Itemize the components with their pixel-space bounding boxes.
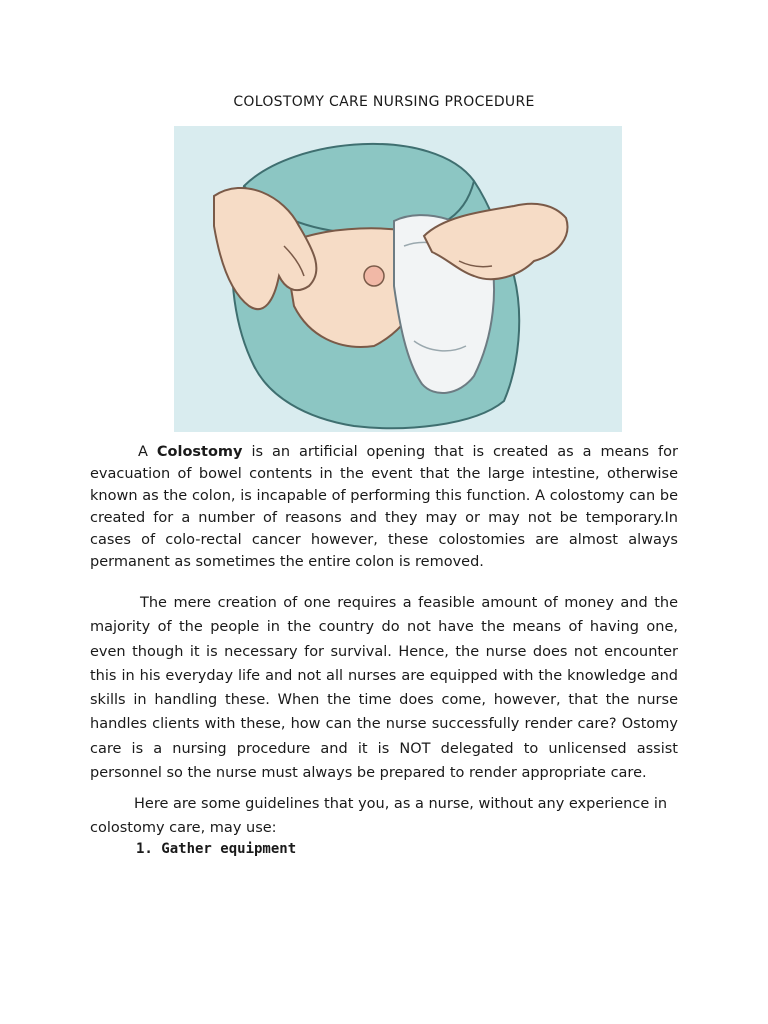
paragraph-body: is an artificial opening that is created as a means for evacuation of bowel contents in the event that the large intestine, otherwise known as the colon, is incapable of performing this function. A colostomy can be created for a number of reasons and they may or may not be temporary.In cases of colo-rectal cancer however, these colostomies are almost always permanent as sometimes the entire colon is removed. [90, 444, 678, 570]
paragraph-body: The mere creation of one requires a feasible amount of money and the majority of the people in the country do not have the means of having one, even though it is necessary for survival. Hence, the nurse does not encounter this in his everyday life and not all nurses are equipped with the knowledge and skills in handling these. When the time does come, however, that the nurse handles clients with these, how can the nurse successfully render care? Ostomy care is a nursing procedure and it is NOT delegated to unlicensed assist personnel so the nurse must always be prepared to render appropriate care. [90, 595, 678, 782]
page-title: COLOSTOMY CARE NURSING PROCEDURE [233, 94, 535, 110]
paragraph-colostomy-definition [90, 441, 678, 573]
step-1-heading: 1. Gather equipment [136, 841, 297, 857]
stoma-mark [364, 266, 384, 286]
paragraph-guidelines-intro [90, 792, 678, 840]
paragraph-body: Here are some guidelines that you, as a nurse, without any experience in colostomy care, may use: [90, 796, 668, 836]
term-colostomy: Colostomy [156, 444, 243, 460]
colostomy-illustration [174, 126, 622, 432]
paragraph-lead: A [138, 444, 157, 460]
paragraph-context [90, 591, 678, 785]
